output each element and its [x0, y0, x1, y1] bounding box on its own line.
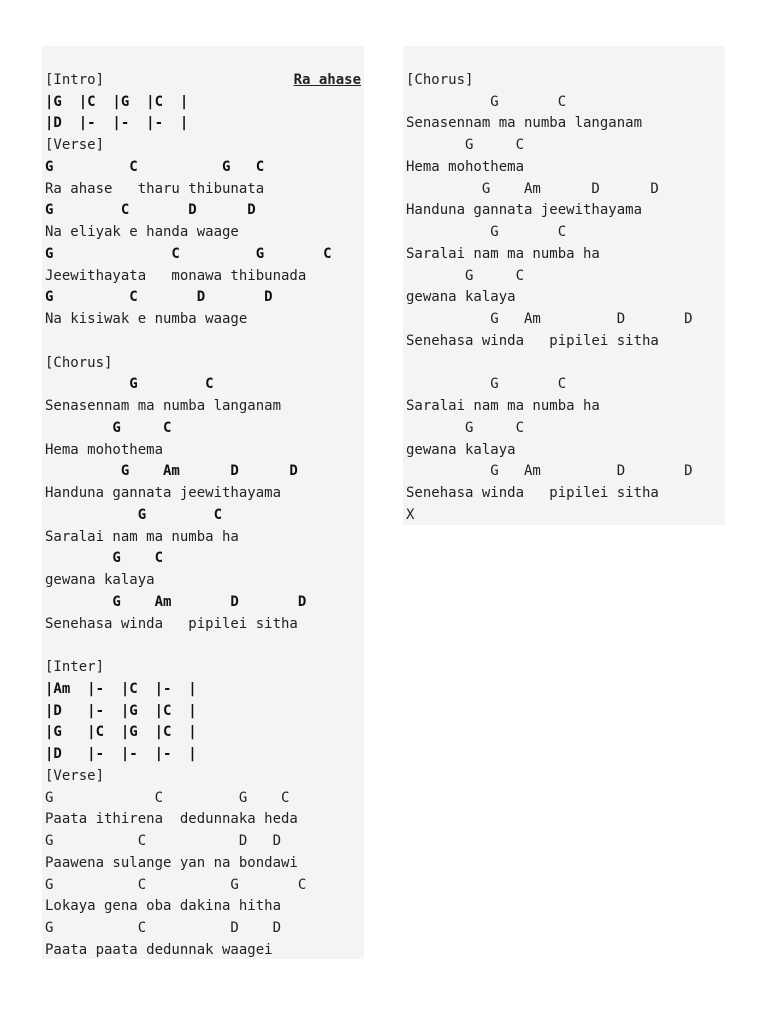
chord-line: G C D D — [45, 833, 282, 849]
chord-line: G C D D — [45, 920, 282, 936]
lyric-line: Hema mohothema — [406, 158, 525, 175]
chord-line: G Am D D — [406, 180, 659, 197]
chord-line: |D |- |- |- | — [45, 746, 197, 762]
chord-line: G C — [45, 506, 223, 523]
lyric-line: Paawena sulange yan na bondawi — [45, 854, 298, 871]
chord-line: G C — [406, 224, 567, 240]
lyric-line: Senehasa winda pipilei sitha — [406, 332, 659, 349]
lyric-line: Na eliyak e handa waage — [45, 224, 239, 240]
lyric-line: Saralai nam ma numba ha — [406, 398, 600, 414]
blank-line — [403, 353, 725, 375]
chord-line: G C — [406, 267, 525, 284]
lyric-line: Saralai nam ma numba ha — [406, 245, 600, 262]
chord-line: G C D D — [45, 202, 256, 219]
section-header: [Inter] — [45, 659, 105, 675]
chord-line: |D |- |G |C | — [45, 702, 197, 719]
chord-line: G C G C — [45, 245, 332, 262]
blank-line — [42, 331, 364, 353]
lyric-line: Senehasa winda pipilei sitha — [406, 485, 659, 501]
chord-line: G C — [406, 93, 567, 110]
chord-line: G Am D D — [45, 593, 307, 610]
section-header: [Intro] — [45, 71, 105, 88]
chord-line: G C D D — [45, 289, 273, 306]
lyric-line: gewana kalaya — [45, 572, 155, 588]
lyric-line: Handuna gannata jeewithayama — [45, 485, 282, 501]
lyric-line: Hema mohothema — [45, 441, 164, 458]
lyric-line: Ra ahase tharu thibunata — [45, 180, 265, 197]
chord-line: G Am D D — [45, 463, 298, 480]
lyric-line: Saralai nam ma numba ha — [45, 528, 239, 545]
lyric-line: Senasennam ma numba langanam — [406, 115, 643, 132]
chord-line: |D |- |- |- | — [45, 115, 189, 132]
section-header: [Verse] — [45, 767, 105, 784]
chord-line: G C G C — [45, 876, 307, 893]
chord-line: G C — [406, 419, 525, 436]
lyric-line: gewana kalaya — [406, 441, 516, 458]
chord-line: G Am D D — [406, 311, 693, 327]
lyric-line: Jeewithayata monawa thibunada — [45, 267, 307, 284]
chord-line: G C — [406, 137, 525, 153]
lyric-line: gewana kalaya — [406, 289, 516, 306]
chord-line: G C G C — [45, 789, 290, 806]
chord-line: G C — [45, 376, 214, 393]
lyric-line: Paata ithirena dedunnaka heda — [45, 811, 298, 828]
chord-line: G C — [45, 419, 172, 436]
right-lines — [403, 48, 725, 527]
lyric-line: Handuna gannata jeewithayama — [406, 202, 643, 219]
chord-line: |Am |- |C |- | — [45, 680, 197, 697]
lyric-line: Paata paata dedunnak waagei — [45, 941, 273, 958]
left-column — [42, 46, 364, 959]
chord-line: G Am D D — [406, 463, 693, 480]
left-lines — [42, 70, 364, 962]
lyric-line: Senasennam ma numba langanam — [45, 398, 282, 414]
section-header: [Chorus] — [406, 71, 474, 88]
chord-line: |G |C |G |C | — [45, 93, 189, 110]
lyric-line: X — [406, 506, 415, 523]
lyric-line: Senehasa winda pipilei sitha — [45, 615, 298, 632]
blank-line — [42, 635, 364, 657]
section-header: [Chorus] — [45, 354, 113, 371]
blank-line — [403, 48, 725, 70]
chord-line: G C — [406, 376, 567, 393]
song-title: Ra ahase — [293, 71, 361, 88]
chord-line: G C G C — [45, 158, 265, 175]
right-column — [403, 46, 725, 525]
section-header: [Verse] — [45, 137, 105, 153]
lyric-line: Lokaya gena oba dakina hitha — [45, 898, 282, 915]
lyric-line: Na kisiwak e numba waage — [45, 311, 248, 327]
chord-line: |G |C |G |C | — [45, 724, 197, 741]
chord-line: G C — [45, 550, 164, 567]
